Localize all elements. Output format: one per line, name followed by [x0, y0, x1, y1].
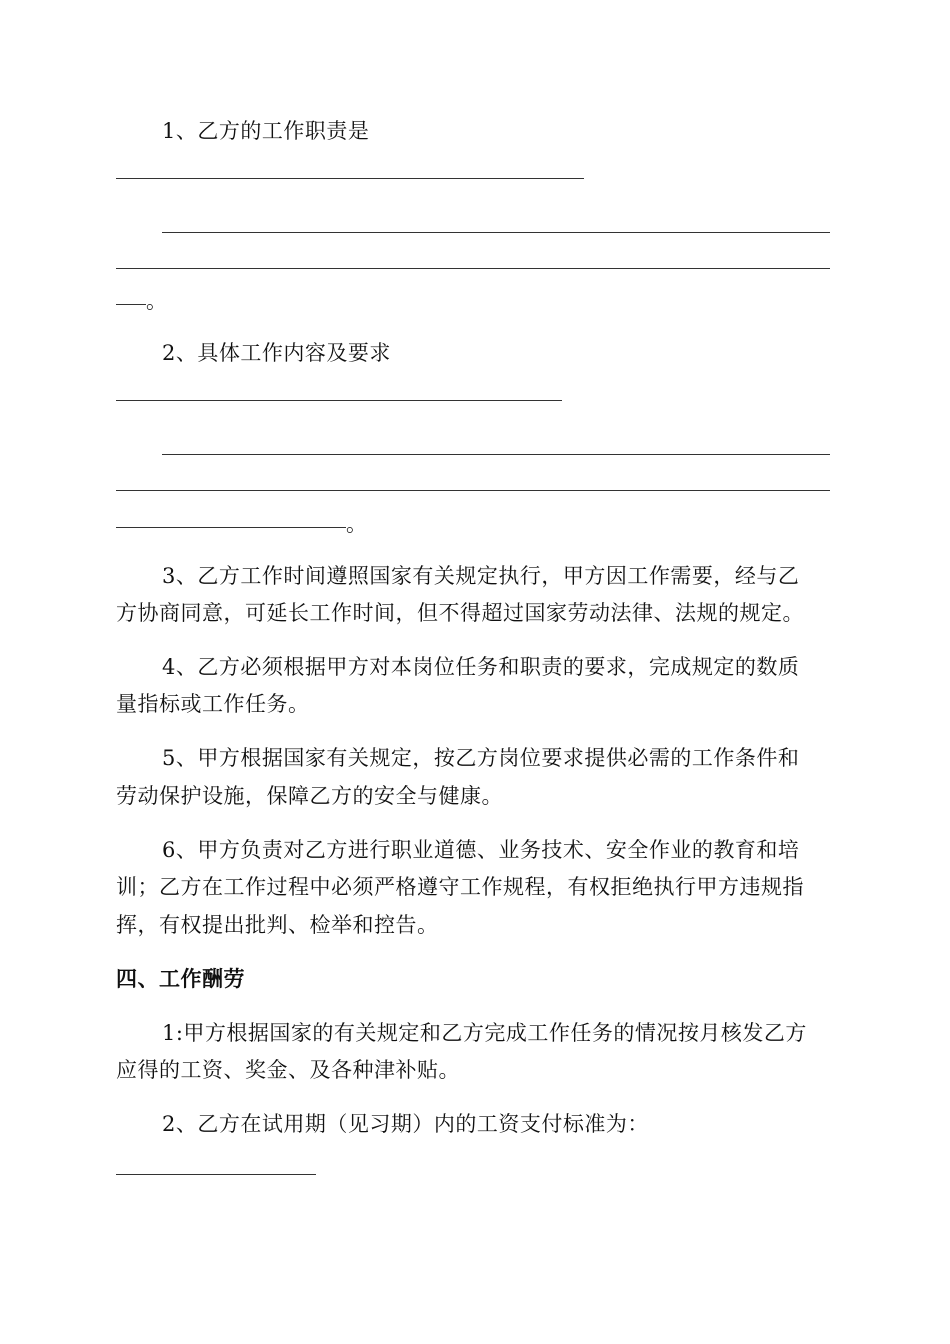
- item6-text-line3: 挥，有权提出批判、检举和控告。: [116, 913, 439, 937]
- pay2-text-line1: 2、乙方在试用期（见习期）内的工资支付标准为：: [162, 1112, 649, 1136]
- item6-text-line1: 6、甲方负责对乙方进行职业道德、业务技术、安全作业的教育和培: [162, 838, 800, 862]
- item2-blank-line: [116, 400, 562, 401]
- item2-blank-line: [116, 490, 830, 491]
- pay2-blank-line: [116, 1174, 316, 1175]
- item2-end-mark: 。: [346, 512, 367, 536]
- item2-blank-line: [162, 454, 830, 455]
- item1-end-mark: 。: [146, 289, 167, 313]
- item1-blank-line: [162, 232, 830, 233]
- item4-text-line2: 量指标或工作任务。: [116, 692, 310, 716]
- item1-blank-line: [116, 304, 146, 305]
- item1-blank-line: [116, 178, 584, 179]
- item4-text-line1: 4、乙方必须根据甲方对本岗位任务和职责的要求，完成规定的数质: [162, 655, 800, 679]
- item2-text: 2、具体工作内容及要求: [162, 341, 391, 365]
- item1-blank-line: [116, 268, 830, 269]
- item3-text-line2: 方协商同意，可延长工作时间，但不得超过国家劳动法律、法规的规定。: [116, 601, 804, 625]
- pay1-text-line2: 应得的工资、奖金、及各种津补贴。: [116, 1058, 460, 1082]
- item1-text: 1、乙方的工作职责是: [162, 119, 370, 143]
- item6-text-line2: 训；乙方在工作过程中必须严格遵守工作规程，有权拒绝执行甲方违规指: [116, 875, 804, 899]
- item2-blank-line: [116, 527, 346, 528]
- section-heading: 四、工作酬劳: [116, 966, 245, 991]
- item5-text-line1: 5、甲方根据国家有关规定，按乙方岗位要求提供必需的工作条件和: [162, 746, 800, 770]
- item5-text-line2: 劳动保护设施，保障乙方的安全与健康。: [116, 784, 503, 808]
- item3-text-line1: 3、乙方工作时间遵照国家有关规定执行，甲方因工作需要，经与乙: [162, 564, 800, 588]
- pay1-text-line1: 1:甲方根据国家的有关规定和乙方完成工作任务的情况按月核发乙方: [162, 1021, 807, 1045]
